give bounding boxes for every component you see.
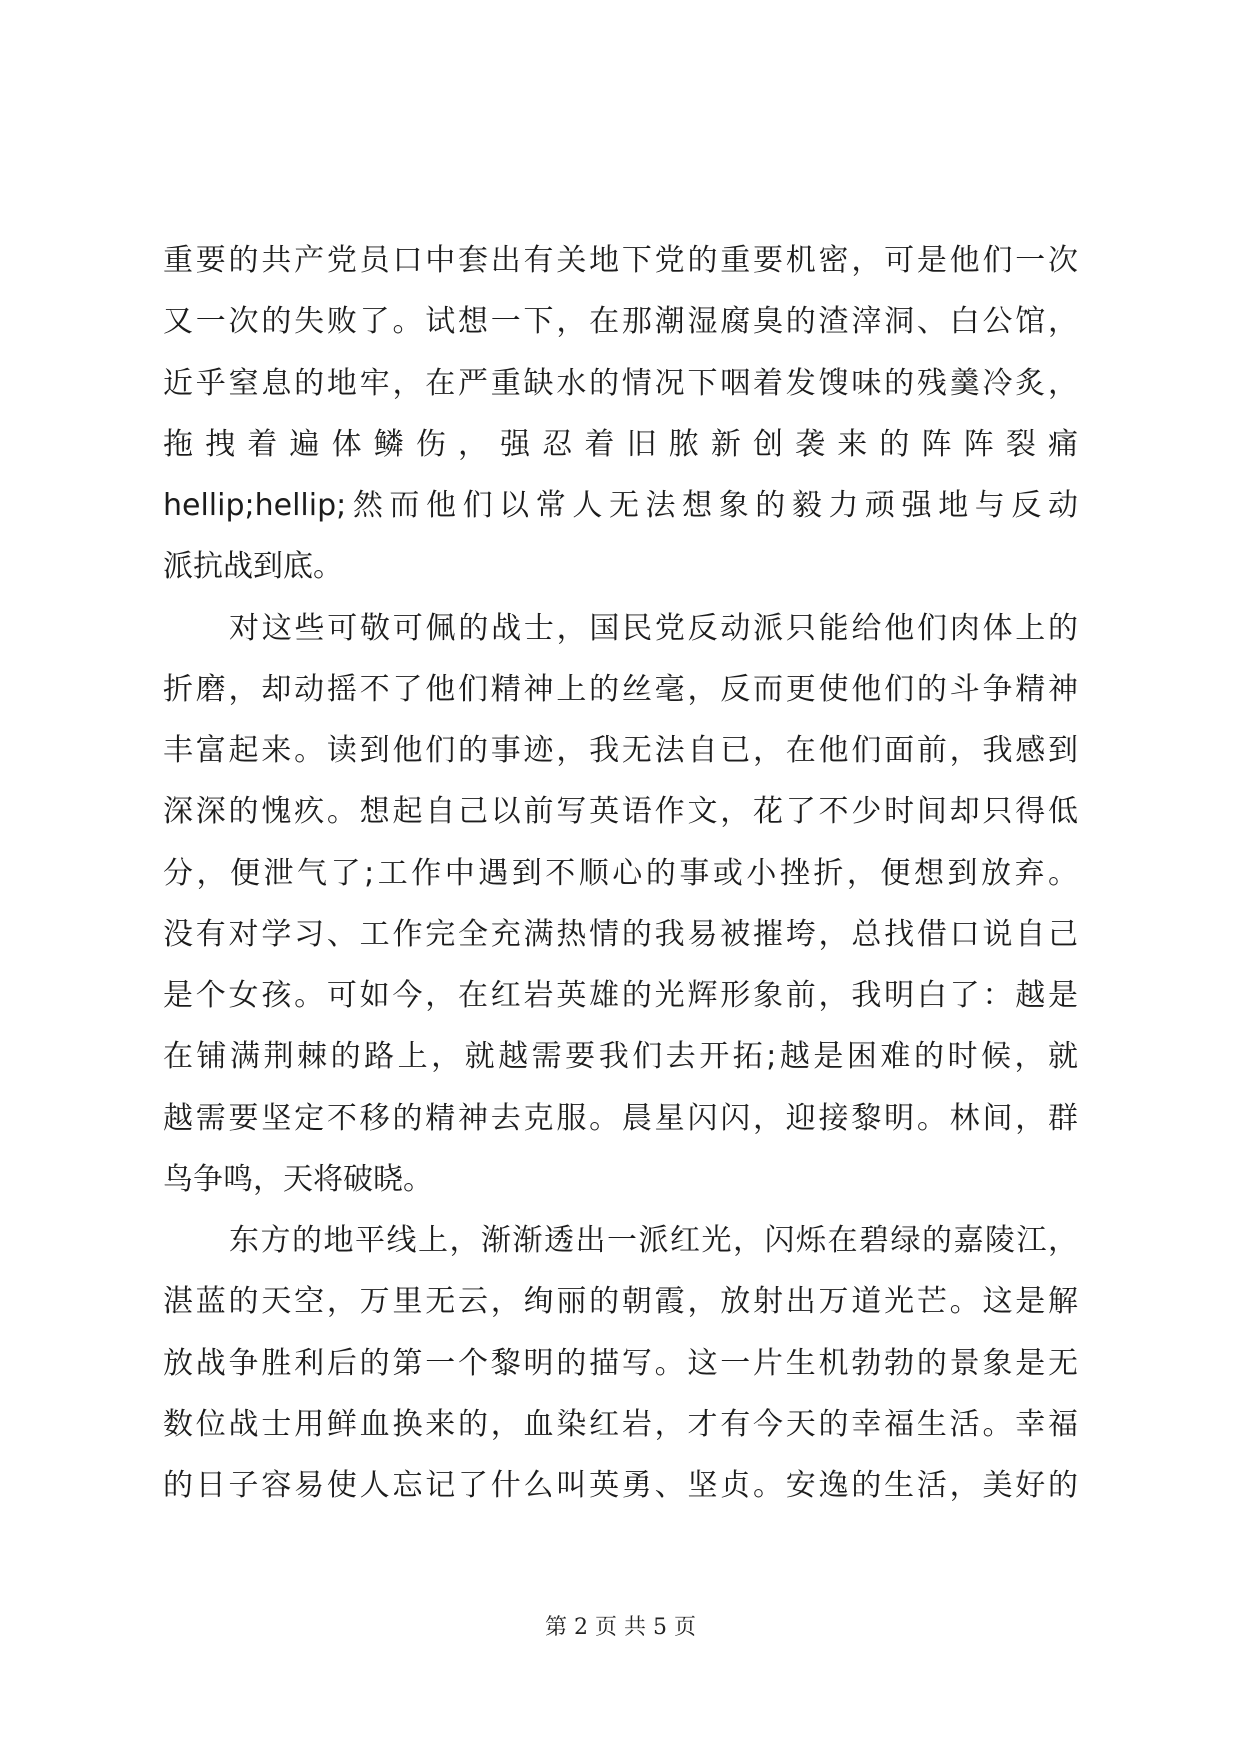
text-line: 派抗战到底。 — [163, 549, 343, 585]
text-line: 湛蓝的天空，万里无云，绚丽的朝霞，放射出万道光芒。这是解 — [163, 1284, 1078, 1320]
text-line: 拖拽着遍体鳞伤，强忍着旧脓新创袭来的阵阵裂痛 — [163, 426, 1078, 462]
text-line: 没有对学习、工作完全充满热情的我易被摧垮，总找借口说自己 — [163, 916, 1078, 952]
text-line: 放战争胜利后的第一个黎明的描写。这一片生机勃勃的景象是无 — [163, 1345, 1078, 1381]
text-line: 数位战士用鲜血换来的，血染红岩，才有今天的幸福生活。幸福 — [163, 1406, 1078, 1442]
paragraph-first-line: 东方的地平线上，渐渐透出一派红光，闪烁在碧绿的嘉陵江， — [229, 1223, 1078, 1258]
text-line: 深深的愧疚。想起自己以前写英语作文，花了不少时间却只得低 — [163, 794, 1078, 830]
text-line: 折磨，却动摇不了他们精神上的丝毫，反而更使他们的斗争精神 — [163, 671, 1078, 707]
text-line: 近乎窒息的地牢，在严重缺水的情况下咽着发馊味的残羹冷炙， — [163, 365, 1078, 401]
text-line: 丰富起来。读到他们的事迹，我无法自已，在他们面前，我感到 — [163, 733, 1078, 768]
text-line: 鸟争鸣，天将破晓。 — [163, 1161, 433, 1197]
paragraph-first-line: 对这些可敬可佩的战士，国民党反动派只能给他们肉体上的 — [229, 610, 1078, 646]
text-line: 分，便泄气了;工作中遇到不顺心的事或小挫折，便想到放弃。 — [163, 855, 1078, 891]
text-line: 又一次的失败了。试想一下，在那潮湿腐臭的渣滓洞、白公馆， — [163, 304, 1078, 340]
text-line: 的日子容易使人忘记了什么叫英勇、坚贞。安逸的生活，美好的 — [163, 1468, 1078, 1503]
page-footer: 第 2 页 共 5 页 — [545, 1615, 696, 1640]
text-line: 是个女孩。可如今，在红岩英雄的光辉形象前，我明白了：越是 — [163, 978, 1078, 1013]
body-text — [163, 230, 1078, 1516]
text-line: 在铺满荆棘的路上，就越需要我们去开拓;越是困难的时候，就 — [163, 1039, 1078, 1075]
text-line: 重要的共产党员口中套出有关地下党的重要机密，可是他们一次 — [163, 243, 1078, 278]
text-line: hellip;hellip;然而他们以常人无法想象的毅力顽强地与反动 — [163, 488, 1078, 523]
text-line: 越需要坚定不移的精神去克服。晨星闪闪，迎接黎明。林间，群 — [163, 1100, 1078, 1136]
